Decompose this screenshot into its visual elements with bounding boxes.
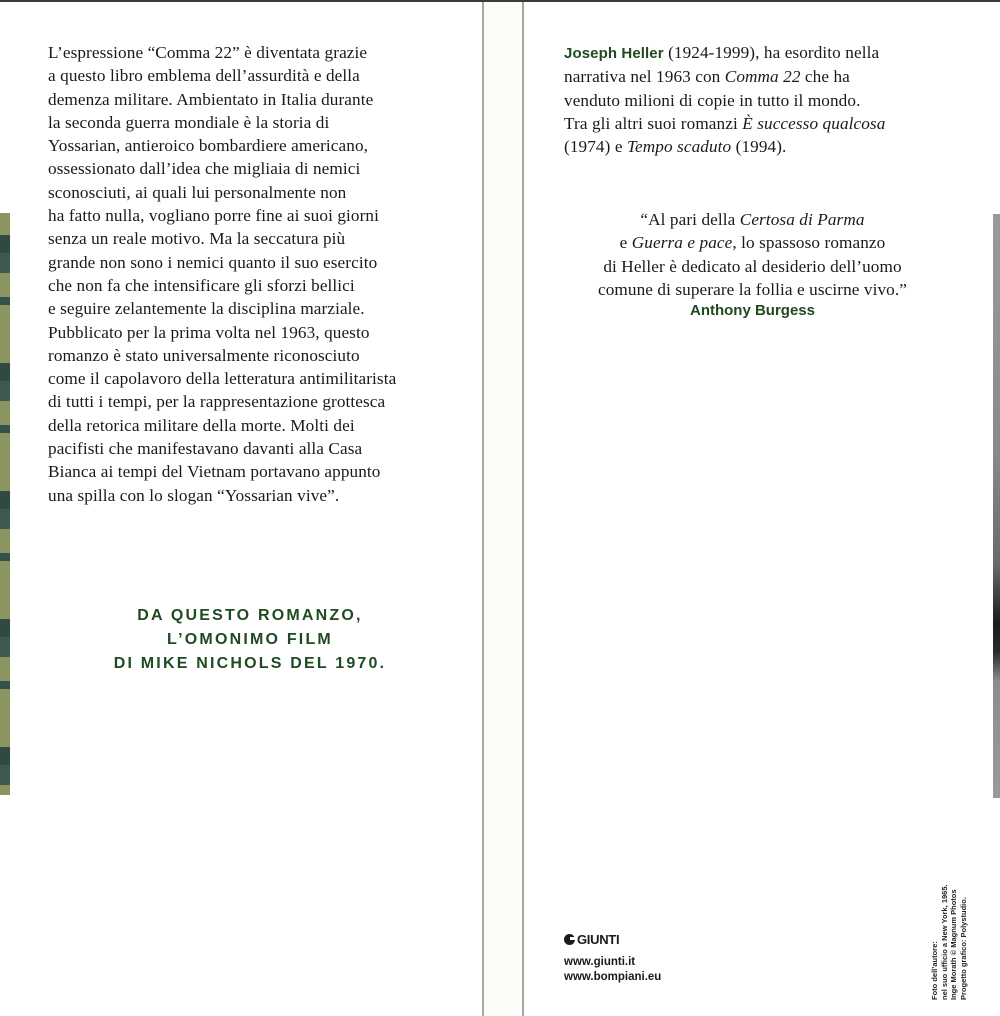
film-note-line: DA QUESTO ROMANZO, bbox=[137, 607, 363, 624]
text-line bbox=[564, 112, 885, 135]
text-line bbox=[560, 208, 945, 231]
text-segment: di Heller è dedicato al desiderio dell’uomo bbox=[603, 256, 902, 276]
text-segment: “Al pari della bbox=[640, 210, 740, 229]
author-photo-edge bbox=[993, 214, 1000, 798]
text-segment: demenza militare. Ambientato in Italia durante bbox=[48, 89, 374, 109]
credit-line: Inge Morath © Magnum Photos bbox=[949, 889, 958, 1000]
text-line bbox=[48, 414, 396, 437]
text-line bbox=[48, 344, 396, 367]
text-segment: L’espressione “Comma 22” è diventata grazie bbox=[48, 43, 368, 62]
text-line bbox=[48, 157, 396, 180]
text-segment: (1924-1999), ha esordito nella bbox=[663, 43, 880, 62]
text-segment: Bianca ai tempi del Vietnam portavano appunto bbox=[48, 462, 381, 482]
text-segment: e seguire zelantemente la disciplina marziale. bbox=[48, 299, 365, 319]
text-segment: venduto milioni di copie in tutto il mondo. bbox=[564, 90, 861, 110]
text-line bbox=[48, 227, 396, 250]
text-line bbox=[48, 88, 396, 111]
text-segment: Tra gli altri suoi romanzi bbox=[564, 113, 743, 133]
text-line bbox=[560, 278, 945, 301]
book-blurb bbox=[48, 41, 396, 507]
italic-title: È successo qualcosa bbox=[742, 113, 886, 133]
text-line bbox=[564, 41, 885, 65]
text-segment: comune di superare la follia e uscirne vivo.” bbox=[598, 279, 907, 299]
text-segment: pacifisti che manifestavano davanti alla Casa bbox=[48, 439, 363, 459]
film-note-line: DI MIKE NICHOLS DEL 1970. bbox=[113, 655, 387, 672]
text-segment: , lo spassoso romanzo bbox=[732, 233, 886, 253]
text-segment: ossessionato dall’idea che migliaia di nemici bbox=[48, 159, 361, 179]
text-segment: Pubblicato per la prima volta nel 1963, questo bbox=[48, 322, 370, 342]
text-line bbox=[48, 460, 396, 483]
cover-image-edge-left bbox=[0, 213, 10, 795]
text-line bbox=[48, 484, 396, 507]
text-line bbox=[48, 321, 396, 344]
text-line bbox=[48, 390, 396, 413]
text-segment: di tutti i tempi, per la rappresentazione grottesca bbox=[48, 392, 386, 412]
text-segment: che ha bbox=[800, 67, 850, 87]
text-line bbox=[48, 274, 396, 297]
text-line bbox=[48, 204, 396, 227]
text-line bbox=[48, 41, 396, 64]
url-giunti[interactable]: www.giunti.it bbox=[564, 956, 636, 968]
credit-line: nel suo ufficio a New York, 1965. bbox=[939, 884, 949, 1000]
text-line bbox=[564, 135, 885, 158]
text-line bbox=[560, 231, 945, 254]
credit-line: Progetto grafico: Polystudio. bbox=[958, 897, 968, 1000]
text-segment: a questo libro emblema dell’assurdità e della bbox=[48, 66, 360, 86]
text-line bbox=[48, 251, 396, 274]
text-line bbox=[564, 89, 885, 112]
book-spine-fold bbox=[482, 2, 524, 1016]
photo-credits bbox=[930, 884, 968, 1000]
italic-title: Certosa di Parma bbox=[739, 210, 865, 229]
text-segment: una spilla con lo slogan “Yossarian vive”. bbox=[48, 485, 340, 505]
review-quote bbox=[560, 208, 945, 301]
author-name: Joseph Heller bbox=[564, 45, 664, 62]
text-line bbox=[564, 65, 885, 88]
italic-title: Guerra e pace bbox=[631, 233, 733, 253]
italic-title: Tempo scaduto bbox=[626, 137, 732, 157]
text-segment: narrativa nel 1963 con bbox=[564, 67, 725, 87]
text-segment: romanzo è stato universalmente riconosciuto bbox=[48, 345, 360, 365]
giunti-logo bbox=[564, 932, 661, 947]
author-bio bbox=[564, 41, 885, 158]
publisher-name: GIUNTI bbox=[577, 932, 620, 947]
text-segment: che non fa che intensificare gli sforzi bellici bbox=[48, 275, 355, 295]
credit-line: Foto dell’autore: bbox=[930, 941, 939, 1000]
text-line bbox=[48, 297, 396, 320]
text-segment: e bbox=[619, 233, 632, 253]
text-line bbox=[48, 111, 396, 134]
text-segment: senza un reale motivo. Ma la seccatura più bbox=[48, 229, 346, 249]
text-line bbox=[48, 134, 396, 157]
italic-title: Comma 22 bbox=[724, 67, 801, 87]
text-line bbox=[48, 181, 396, 204]
text-segment: ha fatto nulla, vogliano porre fine ai suoi giorni bbox=[48, 206, 379, 226]
text-segment: la seconda guerra mondiale è la storia di bbox=[48, 112, 330, 132]
text-segment: (1994). bbox=[731, 137, 787, 157]
text-line bbox=[560, 255, 945, 278]
text-segment: Yossarian, antieroico bombardiere americano, bbox=[48, 136, 369, 156]
text-segment: (1974) e bbox=[564, 137, 627, 157]
giunti-logo-icon bbox=[564, 934, 575, 945]
text-line bbox=[48, 64, 396, 87]
quote-author: Anthony Burgess bbox=[689, 302, 815, 319]
text-line bbox=[48, 437, 396, 460]
url-bompiani[interactable]: www.bompiani.eu bbox=[564, 971, 662, 983]
text-line bbox=[48, 367, 396, 390]
film-note-line: L’OMONIMO FILM bbox=[167, 631, 333, 648]
publisher-block bbox=[564, 932, 661, 985]
text-segment: della retorica militare della morte. Molti dei bbox=[48, 415, 355, 435]
text-segment: come il capolavoro della letteratura antimilitarista bbox=[48, 369, 397, 389]
film-note bbox=[60, 604, 440, 676]
text-segment: grande non sono i nemici quanto il suo esercito bbox=[48, 252, 378, 272]
text-segment: sconosciuti, ai quali lui personalmente non bbox=[48, 182, 347, 202]
